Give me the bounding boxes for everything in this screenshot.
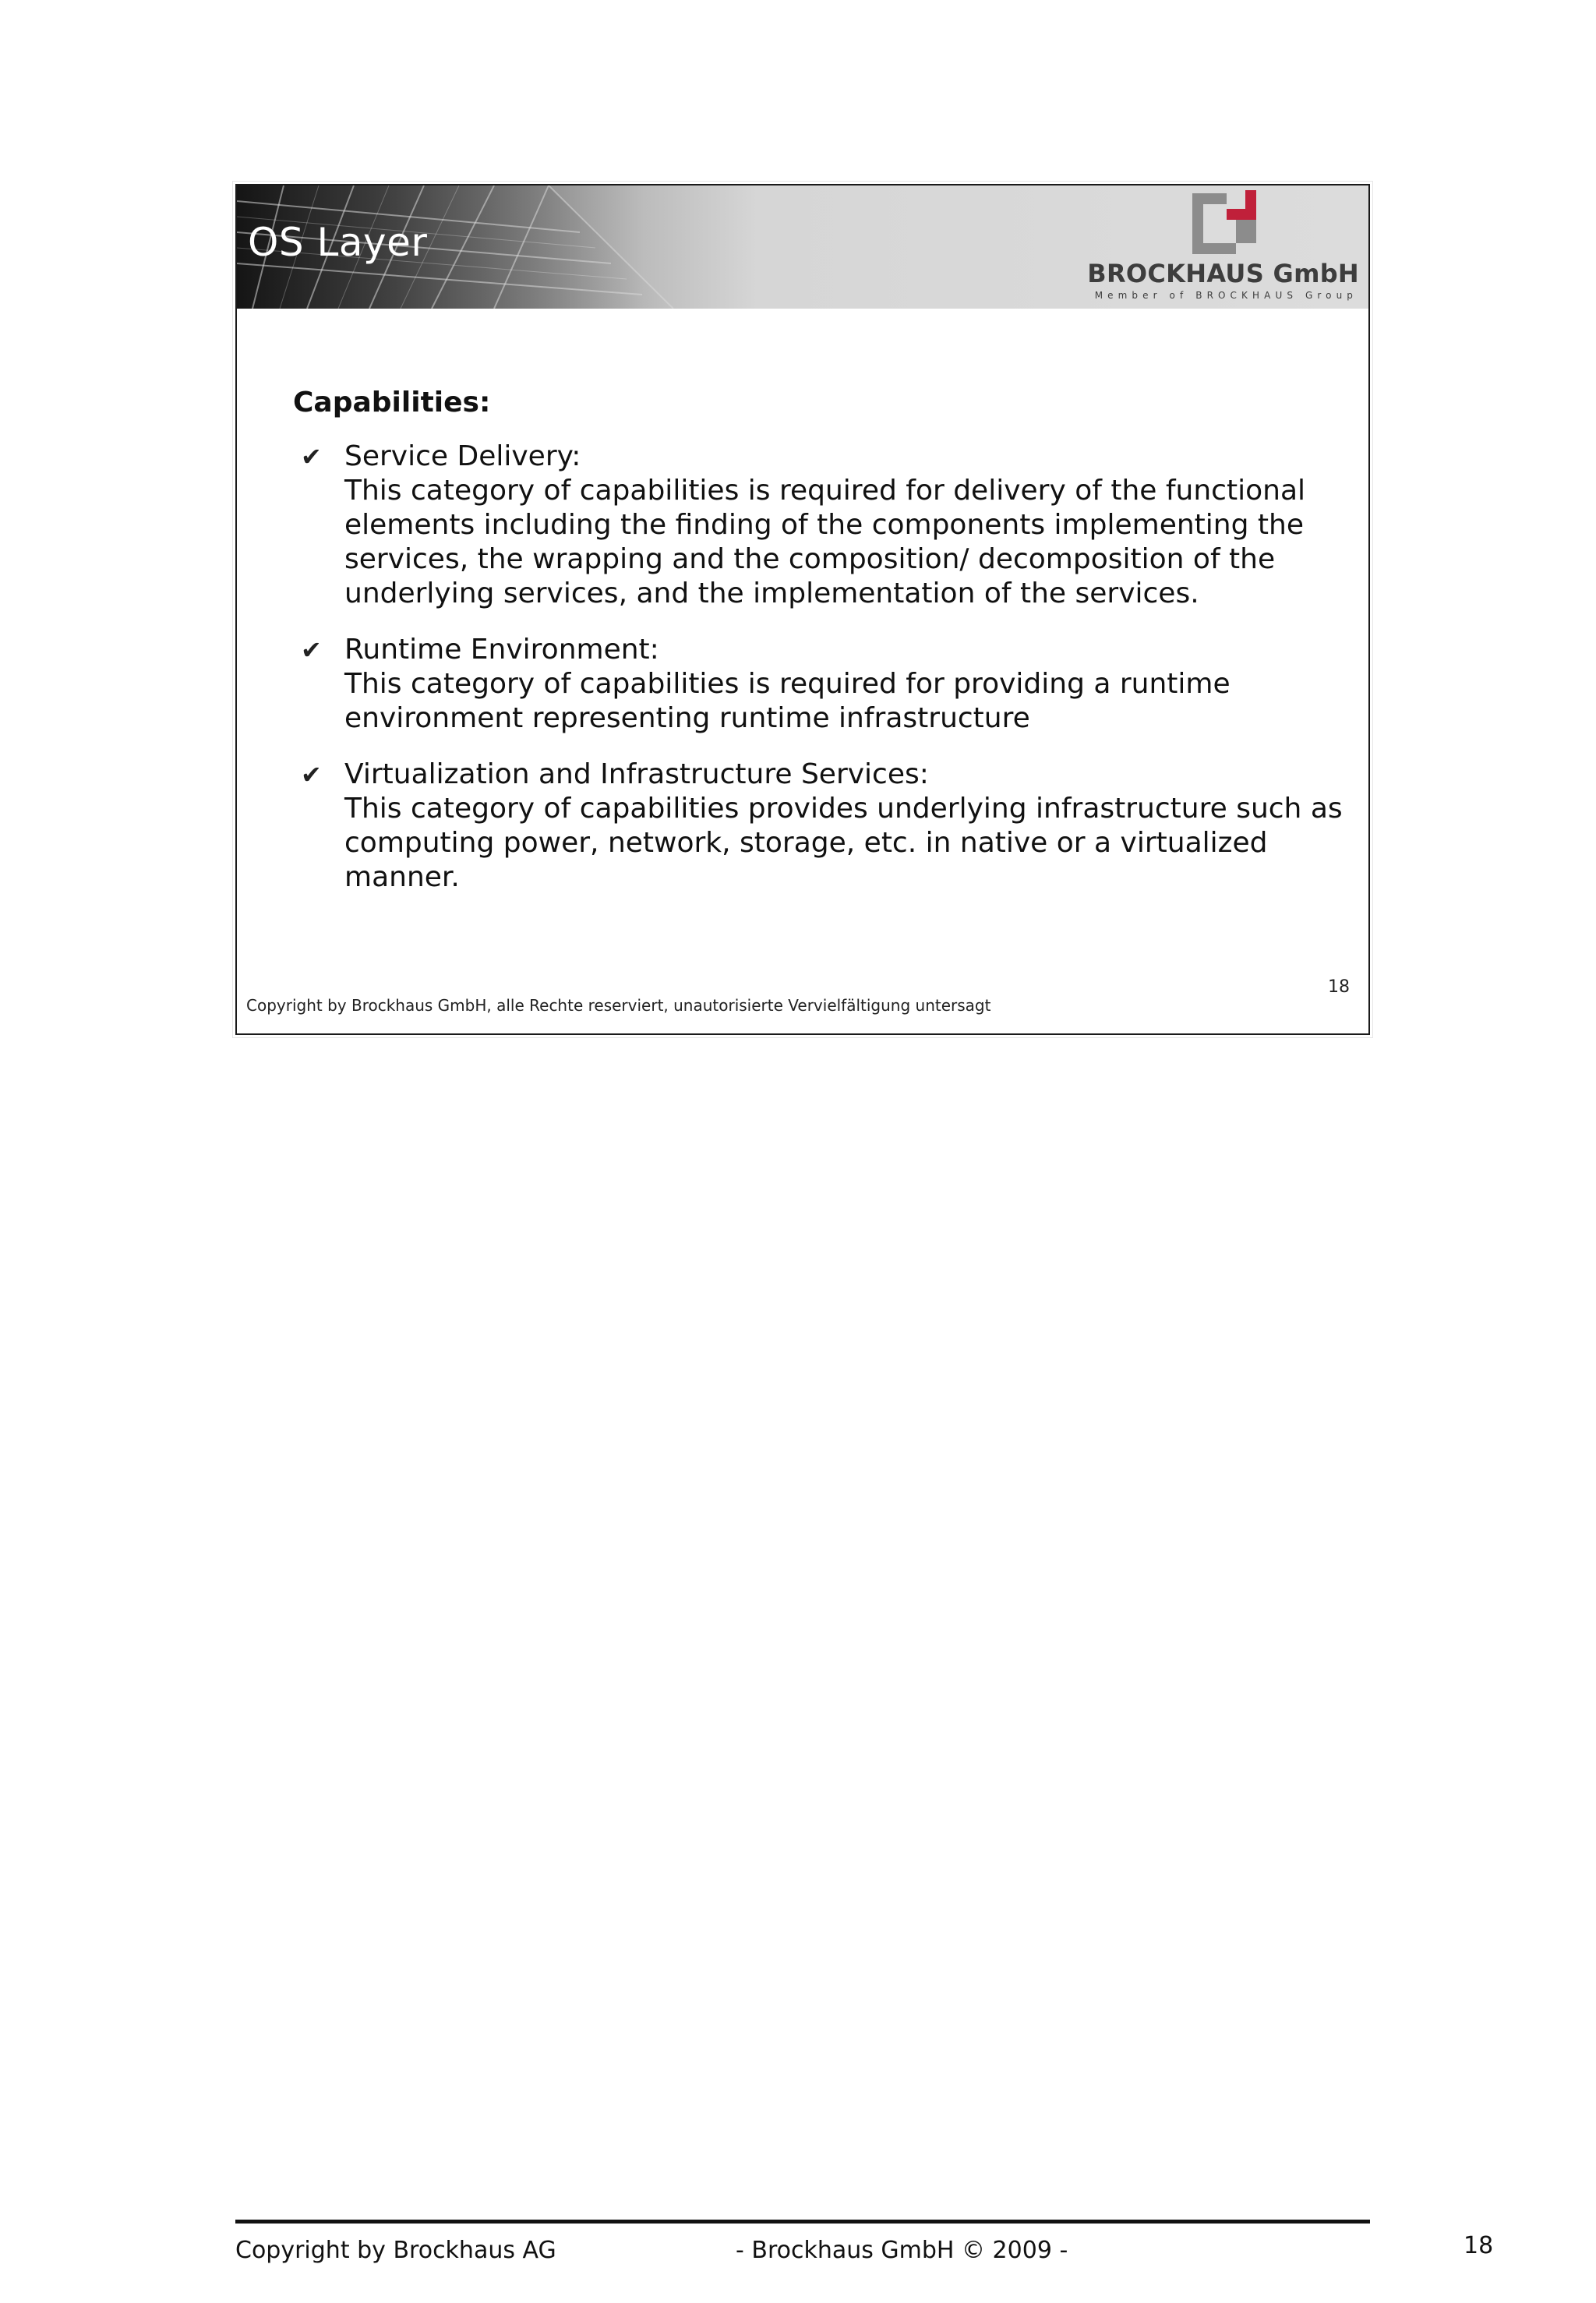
- list-item: [301, 758, 1345, 895]
- check-mark-icon: ✔: [301, 635, 322, 665]
- slide-number: 18: [1328, 977, 1350, 997]
- bullet-title: Virtualization and Infrastructure Services:: [344, 758, 929, 790]
- bullet-text: This category of capabilities is required for delivery of the functional elements including the finding of the components implementing the services, the wrapping and the composition/ decomposition of the underlying services, and the implementation of the services.: [344, 475, 1305, 609]
- capabilities-list: [301, 440, 1345, 917]
- section-heading: Capabilities:: [293, 387, 491, 419]
- bullet-title: Service Delivery:: [344, 440, 581, 472]
- slide-header: [237, 185, 1368, 309]
- brockhaus-logo-icon: [1192, 190, 1256, 254]
- bullet-text: This category of capabilities is required for providing a runtime environment representing runtime infrastructure: [344, 668, 1231, 734]
- bullet-text: This category of capabilities provides underlying infrastructure such as computing power, network, storage, etc. in native or a virtualized manner.: [344, 793, 1343, 893]
- footer-divider: [235, 2220, 1370, 2224]
- logo-tagline: Member of BROCKHAUS Group: [1094, 290, 1358, 301]
- list-item: [301, 440, 1345, 611]
- slide: [235, 184, 1370, 1035]
- bullet-title: Runtime Environment:: [344, 634, 659, 666]
- list-item: [301, 633, 1345, 736]
- logo-name: BROCKHAUS GmbH: [1087, 259, 1359, 288]
- page-number: 18: [1464, 2232, 1494, 2259]
- page-footer-copyright: Copyright by Brockhaus AG: [235, 2237, 556, 2264]
- page-footer-center: - Brockhaus GmbH © 2009 -: [736, 2237, 1068, 2264]
- brockhaus-logo: [1087, 190, 1361, 304]
- check-mark-icon: ✔: [301, 442, 322, 472]
- slide-title: OS Layer: [248, 220, 428, 265]
- slide-copyright: Copyright by Brockhaus GmbH, alle Rechte reserviert, unautorisierte Vervielfältigung untersagt: [246, 996, 991, 1015]
- check-mark-icon: ✔: [301, 760, 322, 789]
